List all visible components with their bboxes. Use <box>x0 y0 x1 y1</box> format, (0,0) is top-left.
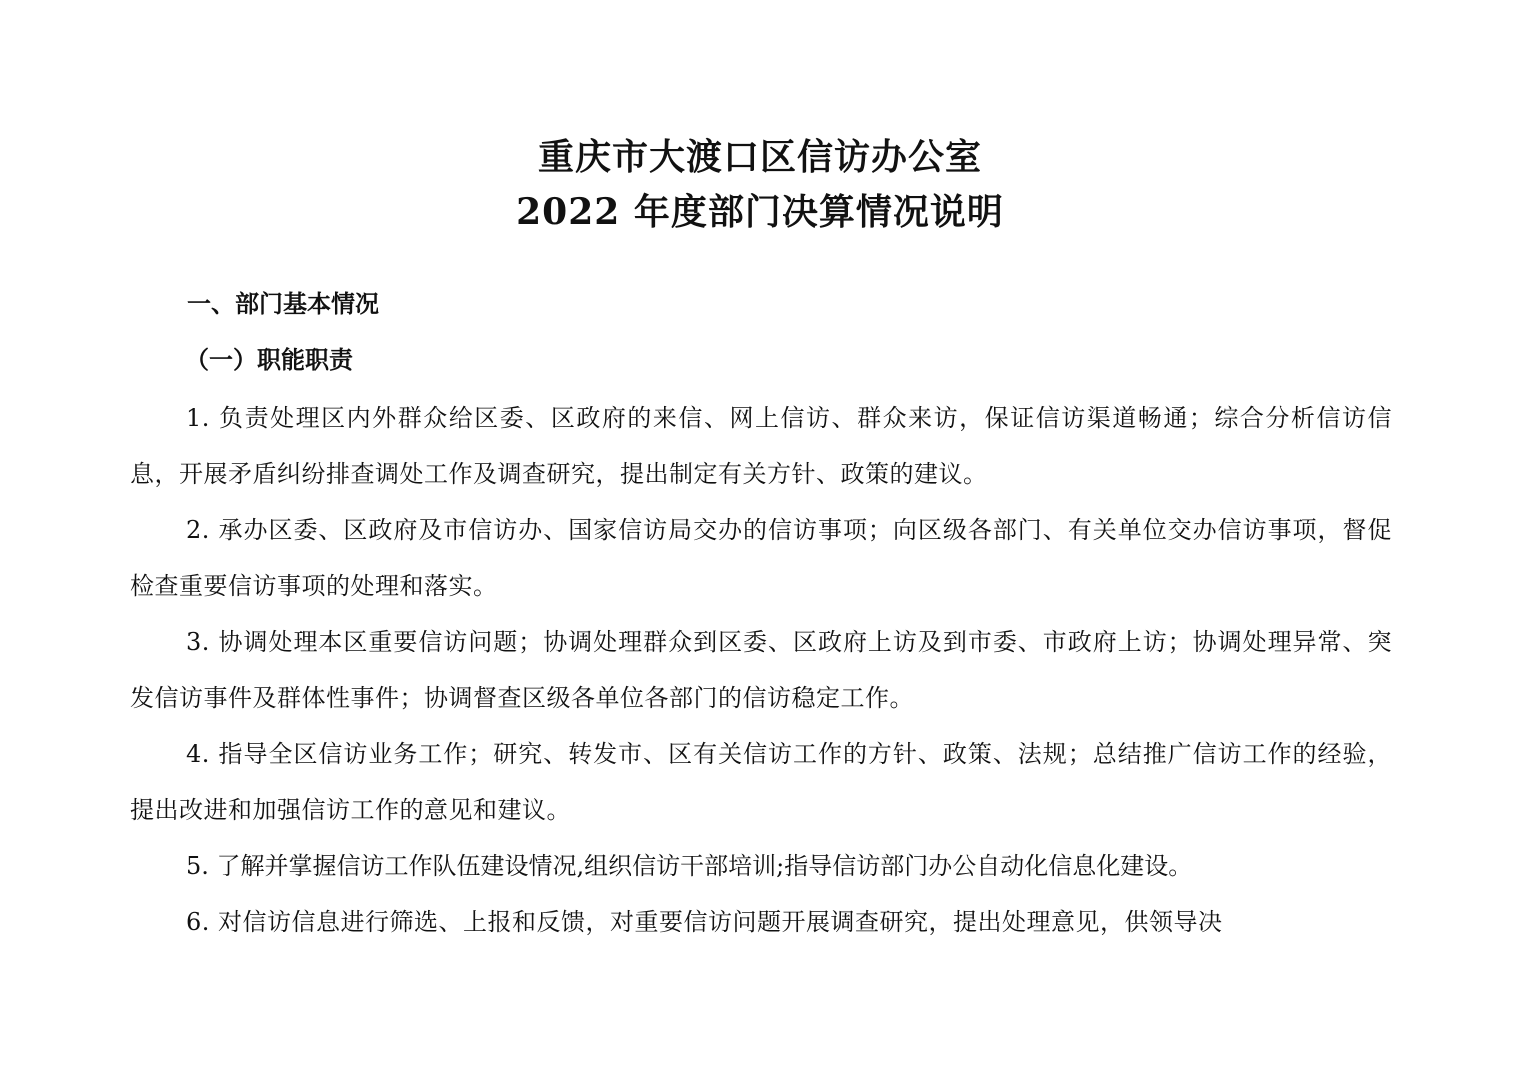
paragraph-1: 1. 负责处理区内外群众给区委、区政府的来信、网上信访、群众来访，保证信访渠道畅通；综合分析信访信息，开展矛盾纠纷排查调处工作及调查研究，提出制定有关方针、政策的建议。 <box>130 404 1392 488</box>
subsection-heading: （一）职能职责 <box>185 346 353 374</box>
paragraph-3: 3. 协调处理本区重要信访问题；协调处理群众到区委、区政府上访及到市委、市政府上访；协调处理异常、突发信访事件及群体性事件；协调督查区级各单位各部门的信访稳定工作。 <box>130 628 1392 712</box>
document-title-line1: 重庆市大渡口区信访办公室 <box>537 136 982 178</box>
paragraph-6: 6. 对信访信息进行筛选、上报和反馈，对重要信访问题开展调查研究，提出处理意见，供领导决 <box>186 908 1223 936</box>
paragraph-4: 4. 指导全区信访业务工作；研究、转发市、区有关信访工作的方针、政策、法规；总结推广信访工作的经验，提出改进和加强信访工作的意见和建议。 <box>130 740 1392 824</box>
paragraph-5: 5. 了解并掌握信访工作队伍建设情况,组织信访干部培训;指导信访部门办公自动化信息化建设。 <box>186 852 1193 880</box>
paragraph-2: 2. 承办区委、区政府及市信访办、国家信访局交办的信访事项；向区级各部门、有关单位交办信访事项，督促检查重要信访事项的处理和落实。 <box>130 516 1392 600</box>
section-heading: 一、部门基本情况 <box>187 290 379 318</box>
document-title-line2: 2022 年度部门决算情况说明 <box>516 191 1004 233</box>
